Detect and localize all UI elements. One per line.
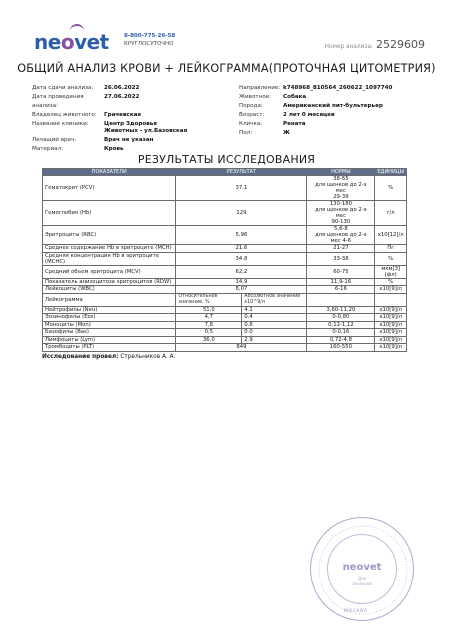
info-label: Кличка: (239, 121, 263, 127)
norm-line: 21-27 (333, 245, 349, 252)
hotline-phone: 8-800-775-26-58 (124, 33, 176, 39)
clinic-stamp (310, 517, 414, 621)
result-value: 37.1 (176, 176, 307, 201)
stamp-caption-line2: анализов (352, 580, 372, 586)
table-row (43, 329, 407, 337)
norm-line: для щенков до 2-х мес 4-6 (314, 232, 367, 244)
patient-info-left (32, 84, 190, 154)
norm-range (307, 252, 375, 265)
stamp-caption-line1: Для (357, 576, 367, 581)
unit-empty (375, 293, 407, 306)
absolute-value: 4.1 (242, 306, 307, 314)
info-label: Лечащий врач: (32, 137, 77, 143)
table-row (43, 201, 407, 226)
norm-line: 6-16 (334, 286, 347, 293)
indicator-name: Гематокрит (PCV) (43, 176, 176, 201)
indicator-name: Тромбоциты (PLT) (43, 344, 176, 352)
indicator-name: Нейтрофилы (Neu) (43, 306, 176, 314)
norm-range (307, 176, 375, 201)
absolute-value: 0.4 (242, 314, 307, 322)
relative-value: 0,5 (176, 329, 242, 337)
table-row (43, 265, 407, 278)
header-units: ЕДИНИЦЫ (375, 169, 407, 176)
info-row (239, 120, 392, 129)
norm-range: 0-0,80 (307, 314, 375, 322)
leukogram-header-row (43, 293, 407, 306)
indicator-name: Базофилы (Bas) (43, 329, 176, 337)
absolute-value-header: Абсолютное значение x10^9/л (242, 293, 307, 306)
table-row (43, 314, 407, 322)
unit: x10[9]/л (375, 329, 407, 337)
performed-by (42, 354, 175, 360)
indicator-name: Лейкоциты (WBC) (43, 286, 176, 294)
norm-empty (307, 293, 375, 306)
info-row (32, 136, 190, 145)
unit: Пг (375, 245, 407, 253)
table-row (43, 286, 407, 294)
info-row (32, 121, 190, 134)
info-value: Ж (283, 130, 290, 136)
relative-value: 51,0 (176, 306, 242, 314)
info-label: Владелец животного: (32, 112, 97, 118)
info-label: Пол: (239, 130, 253, 136)
norm-line: 11,9-16 (330, 278, 352, 285)
table-row (43, 336, 407, 344)
table-row (43, 278, 407, 286)
unit: x10[9]/л (375, 314, 407, 322)
info-row (239, 111, 392, 120)
norm-range: 160-550 (307, 344, 375, 352)
info-value: Американский пит-бультерьер (283, 103, 383, 109)
result-value: 849 (176, 344, 307, 352)
info-value: Рената (283, 121, 306, 127)
table-row (43, 245, 407, 253)
absolute-value: 0.6 (242, 321, 307, 329)
info-label: Название клиники: (32, 121, 89, 127)
unit: x10[9]/л (375, 286, 407, 294)
info-row (239, 129, 392, 138)
indicator-name: Эозинофилы (Eos) (43, 314, 176, 322)
hotline-hours: КРУГЛОСУТОЧНО (124, 41, 174, 47)
norm-line: для щенков до 2-х мес (314, 207, 367, 219)
indicator-name: Гемоглобин (Hb) (43, 201, 176, 226)
norm-range (307, 201, 375, 226)
result-value: 8,07 (176, 286, 307, 294)
analysis-number (325, 38, 425, 51)
page-title: ОБЩИЙ АНАЛИЗ КРОВИ + ЛЕЙКОГРАММА(ПРОТОЧНАЯ ЦИТОМЕТРИЯ) (17, 62, 436, 75)
norm-line: 33-38 (333, 255, 349, 262)
absolute-value: 0.0 (242, 329, 307, 337)
relative-value-header: Относительное значение, % (176, 293, 242, 306)
relative-value: 36,0 (176, 336, 242, 344)
norm-range: 0,72-4,8 (307, 336, 375, 344)
unit: % (375, 278, 407, 286)
norm-line: 5,6-8 (334, 226, 348, 232)
norm-range: 0-0,16 (307, 329, 375, 337)
indicator-name: Моноциты (Mon) (43, 321, 176, 329)
info-value: k748968_810564_260622_1097740 (283, 85, 393, 91)
info-row (32, 84, 190, 93)
absolute-value: 2.9 (242, 336, 307, 344)
info-label: Порода: (239, 103, 263, 109)
analysis-number-value: 2529609 (376, 38, 425, 51)
info-value: 27.06.2022 (104, 94, 140, 100)
table-row (43, 226, 407, 245)
analysis-number-label: Номер анализа: (324, 44, 373, 50)
header-indicators: ПОКАЗАТЕЛИ (43, 169, 176, 176)
info-label: Дата проведения анализа: (32, 94, 84, 109)
info-row (239, 93, 392, 102)
patient-info-right (239, 84, 392, 138)
result-value: 62,2 (176, 265, 307, 278)
table-row (43, 176, 407, 201)
indicator-name: Показатель анизоцитоза эритроцитов (RDW) (43, 278, 176, 286)
norm-range (307, 286, 375, 294)
info-label: Направление: (239, 85, 281, 91)
norm-range (307, 245, 375, 253)
stamp-logo: neovet (342, 562, 382, 573)
norm-line: 38-55 (333, 176, 349, 182)
norm-range: 3,60-11,20 (307, 306, 375, 314)
table-header-row (43, 169, 407, 176)
norm-range: 0,12-1,12 (307, 321, 375, 329)
result-value: 5,96 (176, 226, 307, 245)
unit: мкм[3](фл) (375, 265, 407, 278)
results-title: РЕЗУЛЬТАТЫ ИССЛЕДОВАНИЯ (137, 153, 316, 166)
norm-line: 60-75 (333, 268, 349, 275)
info-label: Возраст: (239, 112, 265, 118)
info-row (32, 93, 190, 111)
info-value: Грачевская (104, 112, 141, 118)
info-label: Животное: (239, 94, 272, 100)
result-value: 14,9 (176, 278, 307, 286)
unit: x10[9]/л (375, 321, 407, 329)
hotline (124, 32, 175, 48)
info-row (239, 102, 392, 111)
table-row (43, 321, 407, 329)
indicator-name: Эритроциты (RBC) (43, 226, 176, 245)
unit: % (375, 176, 407, 201)
logo-text: neovet (34, 30, 109, 54)
leukogram-label: Лейкограмма (43, 293, 176, 306)
info-row (239, 84, 392, 93)
info-row (32, 111, 190, 120)
unit: г/л (375, 201, 407, 226)
info-value: Центр Здоровья Животных - ул.Базовская (104, 121, 188, 134)
header-result: РЕЗУЛЬТАТ (176, 169, 307, 176)
neovet-logo (34, 30, 122, 52)
info-value: 26.06.2022 (104, 85, 140, 91)
norm-line: для щенков до 2-х мес (314, 182, 367, 194)
unit: % (375, 252, 407, 265)
indicator-name: Лимфоциты (Lym) (43, 336, 176, 344)
info-label: Дата сдачи анализа: (32, 85, 94, 91)
table-row (43, 252, 407, 265)
unit: x10[9]/л (375, 306, 407, 314)
indicator-name: Среднее содержание Hb в эритроците (MCH) (43, 245, 176, 253)
info-value: Собака (283, 94, 307, 100)
performed-by-label: Исследование провел: (42, 354, 119, 360)
unit: x10[12]/л (375, 226, 407, 245)
stamp-ring-text: МОСКВА (344, 609, 368, 614)
relative-value: 4,7 (176, 314, 242, 322)
table-row (43, 344, 407, 352)
table-row (43, 306, 407, 314)
indicator-name: Средняя концентрация Hb в эритроците (MCHC) (43, 252, 176, 265)
norm-range (307, 278, 375, 286)
result-value: 129 (176, 201, 307, 226)
performed-by-value: Стрельников А. А. (120, 354, 176, 360)
result-value: 34.8 (176, 252, 307, 265)
norm-line: 29-39 (333, 194, 349, 200)
stamp-caption (311, 577, 413, 586)
header-norms: НОРМЫ (307, 169, 375, 176)
info-value: 2 лет 0 месяцев (283, 112, 335, 118)
norm-range (307, 226, 375, 245)
result-value: 21.6 (176, 245, 307, 253)
unit: x10[9]/л (375, 344, 407, 352)
unit: x10[9]/л (375, 336, 407, 344)
norm-range (307, 265, 375, 278)
results-table (42, 168, 407, 352)
info-value: Врач не указан (104, 137, 154, 143)
relative-value: 7,8 (176, 321, 242, 329)
info-value: Кровь (104, 146, 124, 152)
norm-line: 90-130 (331, 219, 351, 225)
indicator-name: Средний объем эритроцита (MCV) (43, 265, 176, 278)
norm-line: 130-180 (329, 201, 352, 207)
info-label: Материал: (32, 146, 64, 152)
